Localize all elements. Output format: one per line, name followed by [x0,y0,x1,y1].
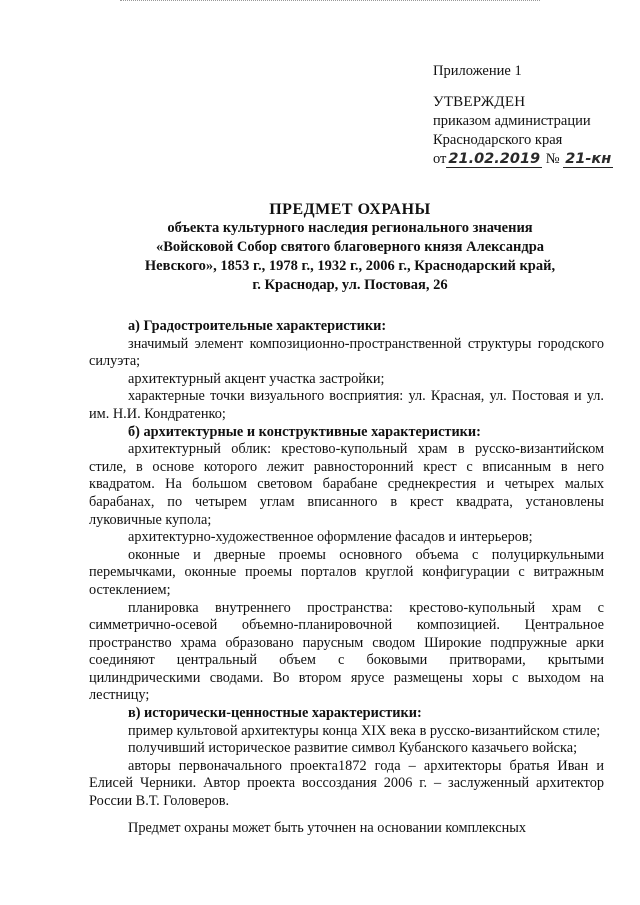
number-prefix: № [545,151,560,167]
section-b-item2: архитектурно-художественное оформление фасадов и интерьеров; [128,529,533,546]
section-c-heading: в) исторически-ценностные характеристики: [128,705,422,722]
approved-by-line2: Краснодарского края [433,132,563,148]
section-b-item1: архитектурный облик: крестово-купольный храм в русско-византийском стиле, в основе которого лежит равносторонний крест с вписанным в него квадратом. На большом световом барабане среднекрестия и четырех малых барабанах, по четырем углам вписанного в крест квадрата, установлены луковичные купола; [89,441,604,528]
date-prefix: от [433,151,447,167]
section-c-item3: авторы первоначального проекта1872 года – архитекторы братья Иван и Елисей Черники. Автор проекта воссоздания 2006 г. – заслуженный архитектор России В.Т. Головеров. [89,757,604,810]
handwritten-number: 21-кн [565,151,612,167]
section-c-item1: пример культовой архитектуры конца XIX века в русско-византийском стиле; [128,722,601,739]
scan-edge-marks [120,0,540,7]
section-a-item2: архитектурный акцент участка застройки; [128,370,385,387]
section-b-item4: планировка внутреннего пространства: крестово-купольный храм с симметрично-осевой объемно-планировочной композицией. Центральное пространство храма образовано парусным сводом Широкие подпружные арки соединяют центральный объем с боковыми притворами, крытыми цилиндрическими сводами. Во втором ярусе размещены хоры с выходом на лестницу; [89,599,604,704]
appendix-label: Приложение 1 [433,63,522,79]
section-b-heading: б) архитектурные и конструктивные характеристики: [128,423,481,440]
section-a-heading: а) Градостроительные характеристики: [128,318,387,334]
approved-by-line1: приказом администрации [433,113,591,129]
section-b-item3: оконные и дверные проемы основного объема с полуциркульными перемычками, оконные проемы порталов круглой конфигурации с витражным остеклением; [89,546,604,598]
handwritten-date: 21.02.2019 [448,151,541,167]
document-title [120,200,580,295]
object-name-line2: Невского», 1853 г., 1978 г., 1932 г., 2006 г., Краснодарский край, [144,258,556,274]
title-main: ПРЕДМЕТ ОХРАНЫ [269,201,431,218]
object-name-line1: «Войсковой Собор святого благоверного князя Александра [155,239,545,255]
approved-label: УТВЕРЖДЕН [433,94,526,110]
object-address: г. Краснодар, ул. Постовая, 26 [252,277,448,293]
approval-block [433,62,613,169]
section-a-item1: значимый элемент композиционно-пространственной структуры городского силуэта; [89,335,604,370]
section-a-item3: характерные точки визуального восприятия: ул. Красная, ул. Постовая и ул. им. Н.И. Кондратенко; [89,388,604,422]
order-date-number [433,150,613,169]
closing-paragraph: Предмет охраны может быть уточнен на основании комплексных [128,819,526,836]
section-c-item2: получивший историческое развитие символ Кубанского казачьего войска; [128,740,578,757]
document-body [89,318,604,837]
title-subtitle: объекта культурного наследия регионального значения [167,220,533,236]
